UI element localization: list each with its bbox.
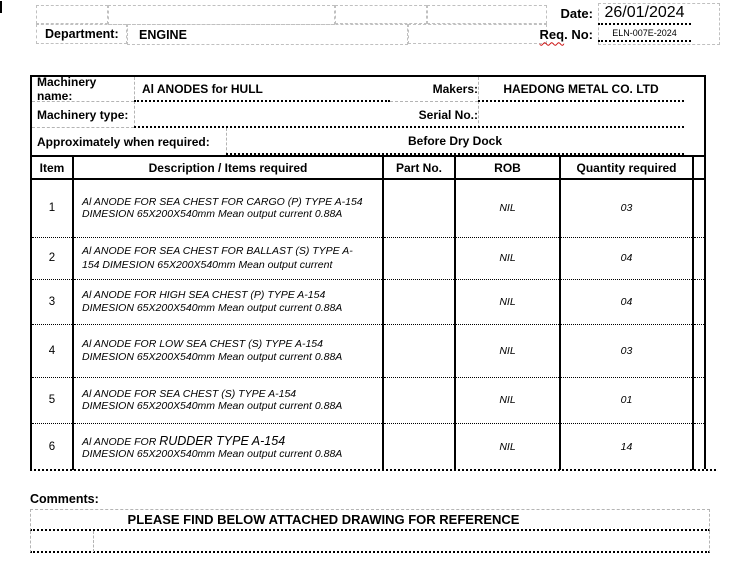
item-row-3 (32, 279, 704, 324)
item-row-6 (32, 423, 704, 470)
part-no-cell (383, 179, 455, 237)
machinery-name-value: Al ANODES for HULL (134, 77, 390, 102)
makers-label: Makers: (390, 77, 478, 102)
item-number: 4 (32, 324, 73, 377)
rob-value: NIL (455, 279, 560, 324)
item-description-line1: Al ANODE FOR SEA CHEST FOR CARGO (P) TYPE A-154 (82, 196, 363, 209)
items-table-bottom-line (30, 469, 716, 471)
item-number: 6 (32, 423, 73, 470)
edge-line-fragment (0, 1, 2, 13)
spacer-cell (693, 279, 704, 324)
rob-value: NIL (455, 237, 560, 279)
spacer-cell (693, 377, 704, 423)
col-header-description: Description / Items required (73, 156, 383, 179)
top-empty-cell-1 (36, 5, 108, 24)
department-label: Department: (36, 24, 127, 44)
machinery-type-label: Machinery type: (32, 102, 134, 128)
item-description-line1: Al ANODE FOR SEA CHEST (S) TYPE A-154 (82, 387, 297, 400)
req-word-spellchecked: Req (539, 26, 565, 42)
quantity-value: 04 (560, 279, 693, 324)
item-number: 1 (32, 179, 73, 237)
makers-value: HAEDONG METAL CO. LTD (478, 77, 684, 102)
item-description-cell (73, 179, 383, 237)
items-header-row (32, 156, 704, 179)
item-row-1 (32, 179, 704, 237)
item-description-line1: Al ANODE FOR SEA CHEST FOR BALLAST (S) TYPE A- (82, 244, 353, 257)
item-description-cell (73, 377, 383, 423)
rob-value: NIL (455, 423, 560, 470)
part-no-cell (383, 324, 455, 377)
top-blank-field (108, 5, 335, 25)
approx-required-label: Approximately when required: (37, 134, 210, 149)
item-row-2 (32, 237, 704, 279)
comments-line-1 (30, 509, 710, 531)
items-table (32, 155, 704, 470)
part-no-cell (383, 237, 455, 279)
item-description-line1: Al ANODE FOR HIGH SEA CHEST (P) TYPE A-154 (82, 289, 326, 302)
quantity-value: 03 (560, 179, 693, 237)
item-number: 2 (32, 237, 73, 279)
item-row-5 (32, 377, 704, 423)
item-description-cell (73, 279, 383, 324)
col-header-spacer (693, 156, 704, 179)
item-description-line2: DIMESION 65X200X540mm Mean output current 0.88A (82, 350, 343, 363)
item-description-line1: Al ANODE FOR RUDDER TYPE A-154 (82, 433, 286, 448)
col-header-part-no: Part No. (383, 156, 455, 179)
item-description-line2: DIMESION 65X200X540mm Mean output current 0.88A (82, 208, 343, 221)
quantity-value: 01 (560, 377, 693, 423)
rob-value: NIL (455, 377, 560, 423)
col-header-item: Item (32, 156, 73, 179)
item-number: 3 (32, 279, 73, 324)
comments-line-2-empty (30, 531, 710, 553)
col-header-quantity: Quantity required (560, 156, 693, 179)
spacer-cell (693, 423, 704, 470)
quantity-value: 04 (560, 237, 693, 279)
comments-text: PLEASE FIND BELOW ATTACHED DRAWING FOR REFERENCE (127, 512, 520, 527)
item-description-line1: Al ANODE FOR LOW SEA CHEST (S) TYPE A-154 (82, 338, 323, 351)
grid-line (93, 531, 94, 552)
rob-value: NIL (455, 179, 560, 237)
date-label: Date: (560, 6, 593, 21)
date-value: 26/01/2024 (598, 3, 691, 25)
approx-required-value: Before Dry Dock (226, 128, 684, 155)
col-header-rob: ROB (455, 156, 560, 179)
part-no-cell (383, 279, 455, 324)
quantity-value: 03 (560, 324, 693, 377)
item-description-cell (73, 324, 383, 377)
item-description-cell (73, 237, 383, 279)
item-description-line2: DIMESION 65X200X540mm Mean output current 0.88A (82, 447, 343, 460)
comments-label: Comments: (30, 492, 99, 506)
serial-no-label: Serial No.: (418, 107, 478, 122)
req-no-label: Req . No: (539, 26, 593, 42)
item-row-4 (32, 324, 704, 377)
spacer-cell (693, 179, 704, 237)
item-description-line2: DIMESION 65X200X540mm Mean output current 0.88A (82, 301, 343, 314)
top-empty-cell-2 (335, 5, 427, 24)
spacer-cell (693, 324, 704, 377)
main-form-table (30, 75, 706, 469)
machinery-name-label: Machinery name: (32, 77, 134, 102)
spacer-cell (693, 237, 704, 279)
item-description-line2: 154 DIMESION 65X200X540mm Mean output current (82, 259, 333, 271)
item-description-cell (73, 423, 383, 470)
item-description-line2: DIMESION 65X200X540mm Mean output current 0.88A (82, 400, 343, 412)
department-value: ENGINE (127, 24, 408, 45)
req-no-value: ELN-007E-2024 (598, 25, 691, 42)
quantity-value: 14 (560, 423, 693, 470)
item-number: 5 (32, 377, 73, 423)
part-no-cell (383, 423, 455, 470)
part-no-cell (383, 377, 455, 423)
rob-value: NIL (455, 324, 560, 377)
